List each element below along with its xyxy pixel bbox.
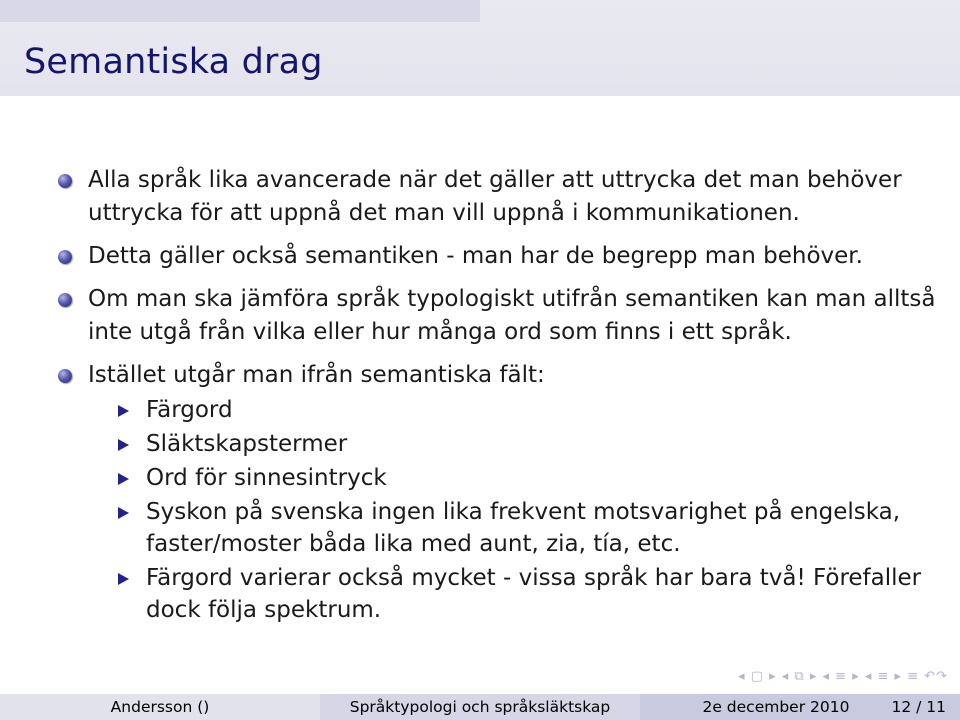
sub-item [118,394,938,426]
title-band [0,0,960,96]
bullet-text: Detta gäller också semantiken - man har de begrepp man behöver. [88,243,863,269]
bullet-item [58,359,938,626]
footer-date: 2e december 2010 [702,698,850,716]
sub-item [118,428,938,460]
beamer-navigation-icons[interactable]: ◂ ▢ ▸ ◂ ⧉ ▸ ◂ ≡ ▸ ◂ ≡ ▸ ≡ ↶↷ [738,669,948,684]
sub-item-text: Släktskapstermer [146,431,348,457]
ball-bullet-icon [58,174,72,188]
triangle-bullet-icon [118,507,129,519]
sub-item [118,496,938,560]
sub-item-text: Ord för sinnesintryck [146,465,387,491]
bullet-item [58,164,938,230]
footer-date-page [640,694,960,720]
bullet-text: Om man ska jämföra språk typologiskt utifrån semantiken kan man alltså inte utgå från vilka eller hur många ord som finns i ett språk. [88,286,936,345]
ball-bullet-icon [58,293,72,307]
bullet-text: Istället utgår man ifrån semantiska fält: [88,362,545,388]
footer [0,694,960,720]
triangle-bullet-icon [118,439,129,451]
triangle-bullet-icon [118,405,129,417]
sub-item [118,462,938,494]
footer-author: Andersson () [0,694,320,720]
bullet-item [58,283,938,349]
sub-item-text: Färgord varierar också mycket - vissa språk har bara två! Förefaller dock följa spektrum. [146,565,922,623]
slide-content [58,164,938,636]
header-strip [0,0,480,22]
sub-item-text: Syskon på svenska ingen lika frekvent motsvarighet på engelska, faster/moster båda lika med aunt, zia, tía, etc. [146,499,901,557]
footer-page-number: 12 / 11 [891,698,946,716]
triangle-bullet-icon [118,473,129,485]
ball-bullet-icon [58,250,72,264]
bullet-item [58,240,938,273]
sub-list [88,394,938,626]
sub-item [118,562,938,626]
bullet-text: Alla språk lika avancerade när det gäller att uttrycka det man behöver uttrycka för att uppnå det man vill uppnå i kommunikationen. [88,167,902,226]
triangle-bullet-icon [118,573,129,585]
footer-title: Språktypologi och språksläktskap [320,694,640,720]
slide-title: Semantiska drag [24,42,323,82]
ball-bullet-icon [58,369,72,383]
sub-item-text: Färgord [146,397,233,423]
